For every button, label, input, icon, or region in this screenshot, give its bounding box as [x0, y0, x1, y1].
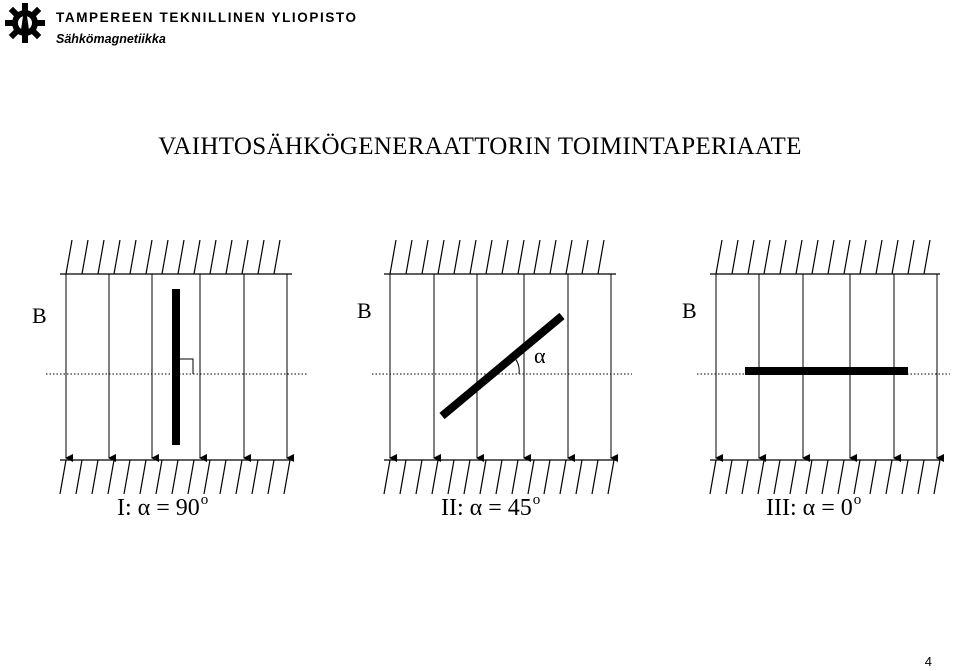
panel-2-angle-symbol: α	[534, 343, 546, 368]
panel-3-diagram	[697, 240, 950, 494]
department-name: Sähkömagnetiikka	[56, 32, 166, 46]
panel-2-caption	[441, 492, 540, 522]
panel-1-caption-degree: o	[200, 492, 209, 508]
panel-3-field-label: B	[682, 298, 697, 323]
page-number: 4	[924, 654, 932, 669]
panel-2-field-label: B	[357, 298, 372, 323]
panel-3-caption-text: III: α = 0	[766, 495, 853, 521]
panel-3-bottom-pole-hatching	[710, 460, 940, 494]
panel-1-bottom-pole-hatching	[60, 460, 292, 494]
panel-1-caption-text: I: α = 90	[117, 495, 200, 521]
panel-2-top-pole-hatching	[384, 240, 616, 274]
panel-3-caption-degree: o	[853, 492, 862, 508]
panel-3-field-lines	[716, 274, 937, 458]
panel-3-top-pole-hatching	[710, 240, 940, 274]
panel-2-diagram	[372, 240, 632, 494]
panel-1-diagram	[46, 240, 308, 494]
panel-1-top-pole-hatching	[60, 240, 292, 274]
panel-3-caption	[766, 492, 861, 522]
panel-2-caption-text: II: α = 45	[441, 495, 532, 521]
panel-1-field-label: B	[32, 303, 47, 328]
panel-2-bottom-pole-hatching	[384, 460, 616, 494]
panel-1-caption	[117, 492, 208, 522]
slide-title: VAIHTOSÄHKÖGENERAATTORIN TOIMINTAPERIAATE	[158, 133, 802, 160]
panel-2-caption-degree: o	[532, 492, 541, 508]
organization-name: TAMPEREEN TEKNILLINEN YLIOPISTO	[56, 10, 358, 25]
